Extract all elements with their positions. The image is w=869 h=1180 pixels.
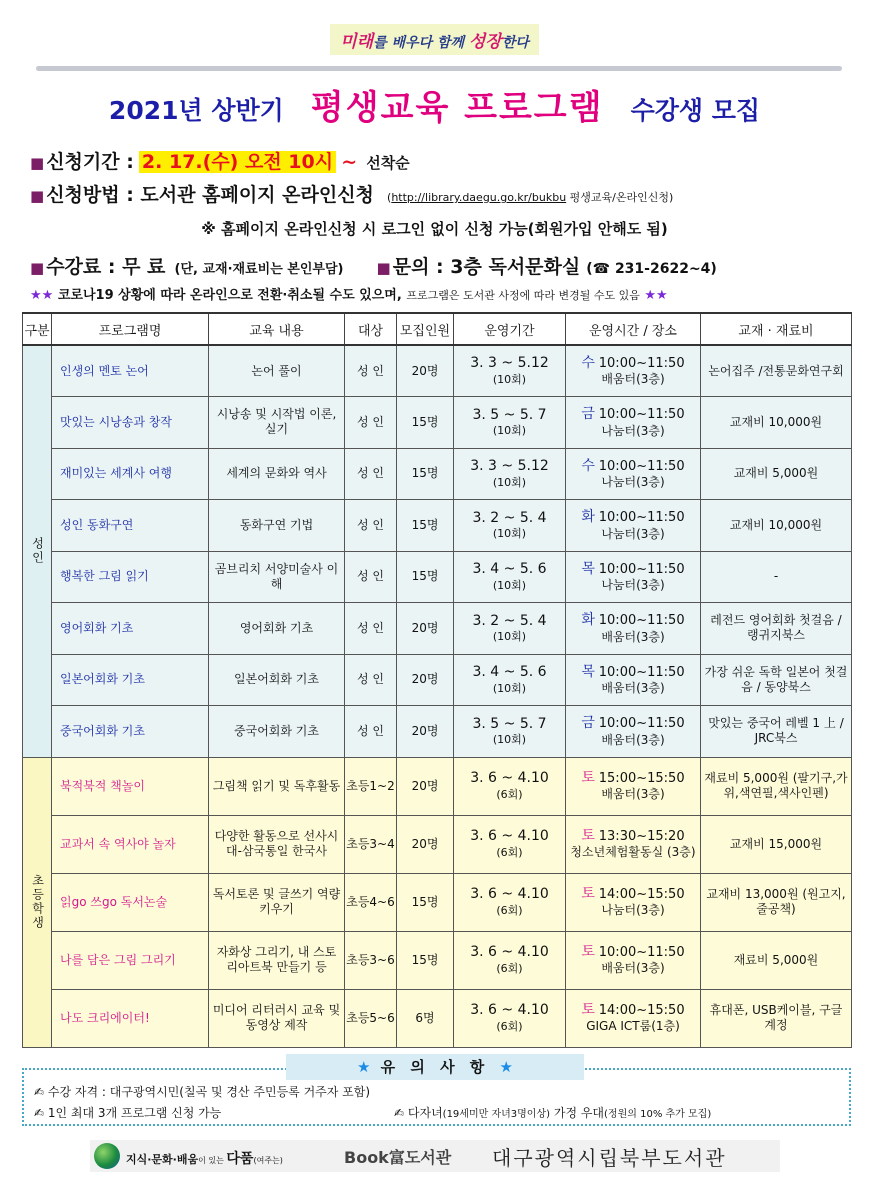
program-time-place [566,345,701,397]
program-time-place [566,448,701,500]
globe-logo-icon [94,1143,120,1169]
program-target: 성 인 [345,500,397,552]
table-row [23,757,852,815]
bullet-square-icon: ■ [30,187,45,205]
period-dates: 3. 6 ~ 4.10 [470,1002,549,1019]
program-time-place [566,757,701,815]
covid-small: 프로그램은 도서관 사정에 따라 변경될 수도 있음 [406,289,640,302]
period-dates: 3. 6 ~ 4.10 [470,944,549,961]
period-dates: 3. 6 ~ 4.10 [470,770,549,787]
slogan-banner [0,24,869,55]
program-material: 교재비 13,000원 (원고지, 줄공책) [701,873,852,931]
program-time-place [566,931,701,989]
program-day: 수 [581,354,595,371]
program-recruit: 15명 [397,873,454,931]
program-recruit: 20명 [397,815,454,873]
program-day: 토 [581,827,595,844]
program-name: 북적북적 책놀이 [52,757,209,815]
program-period [454,757,566,815]
program-content: 동화구연 기법 [209,500,345,552]
program-place: 배움터(3층) [601,629,665,644]
period-dates: 3. 6 ~ 4.10 [470,828,549,845]
program-name: 인생의 멘토 논어 [52,345,209,397]
footer-library-name: 대구광역시립북부도서관 [492,1146,727,1170]
col-header: 모집인원 [397,313,454,345]
program-recruit: 15명 [397,448,454,500]
program-time-place [566,873,701,931]
program-content: 시낭송 및 시작법 이론, 실기 [209,397,345,449]
period-sessions: (6회) [496,961,523,975]
notice-item [394,1104,711,1121]
program-time: 10:00~11:50 [598,458,685,474]
program-content: 영어회화 기초 [209,603,345,655]
program-place: 청소년체험활동실 (3층) [570,845,696,860]
table-row [23,397,852,449]
program-name: 영어회화 기초 [52,603,209,655]
program-day: 토 [581,943,595,960]
program-place: 배움터(3층) [601,732,665,747]
program-period [454,931,566,989]
col-header: 교재 · 재료비 [701,313,852,345]
period-note: 선착순 [366,154,410,172]
program-recruit: 20명 [397,757,454,815]
notice-text: 1인 최대 3개 프로그램 신청 가능 [47,1106,222,1120]
program-place: GIGA ICT룸(1층) [586,1019,680,1034]
program-target: 초등3~4 [345,815,397,873]
period-dates: 3. 4 ~ 5. 6 [472,561,547,578]
bullet-square-icon: ■ [30,259,45,277]
program-recruit: 20명 [397,654,454,706]
period-sessions: (10회) [492,578,527,592]
program-day: 토 [581,769,595,786]
program-content: 그림책 읽기 및 독후활동 [209,757,345,815]
period-sessions: (10회) [492,475,527,489]
inquiry [377,258,717,277]
program-content: 논어 풀이 [209,345,345,397]
program-target: 성 인 [345,706,397,758]
info-fee [30,252,717,279]
fee-note: (단, 교재·재료비는 본인부담) [174,262,344,277]
program-target: 성 인 [345,551,397,603]
period-dates: 3. 6 ~ 4.10 [470,886,549,903]
program-period [454,551,566,603]
program-time: 15:00~15:50 [598,770,685,786]
program-time: 10:00~11:50 [598,613,685,628]
program-material: 재료비 5,000원 [701,931,852,989]
program-place: 배움터(3층) [601,681,665,695]
footer-slogan [126,1148,283,1168]
program-name: 성인 동화구연 [52,500,209,552]
title-main: 평생교육 프로그램 [310,88,604,128]
period-dates: 3. 3 ~ 5.12 [470,458,549,475]
program-name: 재미있는 세계사 여행 [52,448,209,500]
method-url-link[interactable]: http://library.daegu.go.kr/bukbu [391,191,567,204]
program-target: 성 인 [345,448,397,500]
star-icon: ★ [356,1058,371,1076]
period-sessions: (10회) [492,424,527,438]
title-year: 2021년 상반기 [108,96,284,125]
program-content: 중국어회화 기초 [209,706,345,758]
period-date: 2. 17.(수) 오전 10시 [139,151,336,173]
period-sessions: (10회) [492,372,527,386]
col-header: 운영시간 / 장소 [566,313,701,345]
info-method [30,180,673,207]
program-place: 나눔터(3층) [601,903,665,918]
star-icon: ★★ [30,288,54,303]
slogan-part: 성장 [468,32,502,52]
notice-text: (정원의 10% 추가 모집) [604,1109,712,1120]
header-divider [36,66,842,71]
program-time: 10:00~11:50 [598,510,685,525]
period-sessions: (6회) [496,845,523,859]
period-label: 신청기간 : [46,151,134,173]
slogan-part: 미래 [340,32,374,52]
program-content: 독서토론 및 글쓰기 역량 키우기 [209,873,345,931]
fee-label: 수강료 : 무 료 [46,256,166,278]
table-row [23,500,852,552]
program-recruit: 15명 [397,931,454,989]
program-day: 화 [581,612,595,628]
col-header: 프로그램명 [52,313,209,345]
program-place: 배움터(3층) [601,372,665,387]
period-sessions: (6회) [496,903,523,917]
program-period [454,815,566,873]
pencil-hand-icon: ✍ [34,1106,45,1120]
pencil-hand-icon: ✍ [34,1085,45,1099]
footer-slogan-part: 다품 [226,1151,254,1167]
notice-text: (19세미만 자녀3명이상) [442,1109,551,1120]
col-header: 운영기간 [454,313,566,345]
program-target: 성 인 [345,603,397,655]
program-place: 나눔터(3층) [601,475,665,489]
program-place: 배움터(3층) [601,787,665,802]
program-material: 교재비 15,000원 [701,815,852,873]
program-time-place [566,989,701,1047]
program-time: 10:00~11:50 [598,561,685,577]
program-target: 초등4~6 [345,873,397,931]
footer-slogan-part: 이 있는 [198,1156,227,1165]
program-material: 교재비 10,000원 [701,500,852,552]
period-sessions: (10회) [492,527,527,541]
program-day: 토 [581,1001,595,1018]
program-target: 초등3~6 [345,931,397,989]
program-period [454,654,566,706]
program-period [454,500,566,552]
program-day: 목 [581,663,595,680]
table-row [23,931,852,989]
col-header: 대상 [345,313,397,345]
table-row [23,873,852,931]
program-day: 목 [581,560,595,577]
table-row [23,345,852,397]
program-material: 맛있는 중국어 레벨 1 上 / JRC북스 [701,706,852,758]
program-time: 14:00~15:50 [598,1002,685,1018]
program-time-place [566,654,701,706]
program-time-place [566,706,701,758]
program-time-place [566,551,701,603]
period-dates: 3. 2 ~ 5. 4 [472,509,547,526]
notice-item [34,1083,370,1100]
table-row [23,815,852,873]
table-row [23,448,852,500]
group-label: 성인 [23,345,52,757]
program-period [454,448,566,500]
program-content: 자화상 그리기, 내 스토리아트북 만들기 등 [209,931,345,989]
page-title [0,80,869,129]
program-material: 교재비 10,000원 [701,397,852,449]
program-time: 10:00~11:50 [598,407,685,422]
slogan-part: 한다 [501,35,529,51]
program-name: 맛있는 시낭송과 창작 [52,397,209,449]
program-target: 성 인 [345,397,397,449]
notice-text: 수강 자격 : 대구광역시민(칠곡 및 경산 주민등록 거주자 포함) [47,1085,371,1099]
slogan-part: 를 배우다 함께 [373,35,469,51]
inquiry-label: 문의 : 3층 독서문화실 [392,256,581,278]
program-day: 금 [581,406,595,422]
program-name: 읽go 쓰go 독서논술 [52,873,209,931]
table-row [23,654,852,706]
period-tilde: ~ [341,151,358,173]
bullet-square-icon: ■ [30,154,45,172]
program-day: 수 [581,457,595,474]
star-icon: ★ [499,1058,513,1076]
covid-bold: 코로나19 상황에 따라 온라인으로 전환·취소될 수도 있으며, [57,288,402,303]
slogan [330,24,539,55]
footer-slogan-part: 지식·문화·배움 [126,1153,199,1166]
notice-item [34,1104,221,1121]
period-dates: 3. 4 ~ 5. 6 [472,664,547,681]
program-period [454,873,566,931]
program-time: 10:00~11:50 [598,944,685,960]
table-row [23,706,852,758]
footer [90,1140,780,1172]
program-material: 논어집주 /전통문화연구회 [701,345,852,397]
period-sessions: (10회) [492,681,527,695]
program-content: 세계의 문화와 역사 [209,448,345,500]
method-url-suffix: 평생교육/온라인신청) [569,191,674,204]
program-recruit: 20명 [397,345,454,397]
pencil-hand-icon: ✍ [394,1106,405,1120]
table-header-row [23,313,852,345]
program-time: 10:00~11:50 [598,664,685,680]
method-url-wrap: (http://library.daegu.go.kr/bukbu 평생교육/온라인신청) [387,191,674,204]
period-sessions: (10회) [492,733,527,747]
signup-note: ※ 홈페이지 온라인신청 시 로그인 없이 신청 가능(회원가입 안해도 됨) [201,220,668,238]
program-name: 중국어회화 기초 [52,706,209,758]
program-place: 나눔터(3층) [601,578,665,592]
program-name: 행복한 그림 읽기 [52,551,209,603]
program-material: 교재비 5,000원 [701,448,852,500]
program-recruit: 15명 [397,397,454,449]
program-period [454,345,566,397]
group-label: 초등학생 [23,757,52,1047]
program-content: 미디어 리터러시 교육 및 동영상 제작 [209,989,345,1047]
program-recruit: 15명 [397,551,454,603]
period-sessions: (6회) [496,787,523,801]
program-recruit: 15명 [397,500,454,552]
info-period [30,147,410,174]
program-table [22,312,852,1048]
program-target: 성 인 [345,345,397,397]
program-material: 휴대폰, USB케이블, 구글 계정 [701,989,852,1047]
program-period [454,989,566,1047]
program-material: 가장 쉬운 독학 일본어 첫걸음 / 동양북스 [701,654,852,706]
period-dates: 3. 2 ~ 5. 4 [472,612,547,629]
program-content: 다양한 활동으로 선사시대-삼국통일 한국사 [209,815,345,873]
program-period [454,397,566,449]
program-material: 레전드 영어회화 첫걸음 / 랭귀지북스 [701,603,852,655]
period-dates: 3. 5 ~ 5. 7 [472,715,547,732]
program-material: 재료비 5,000원 (팔기구,가위,색연필,색사인펜) [701,757,852,815]
program-time-place [566,815,701,873]
program-name: 일본어회화 기초 [52,654,209,706]
period-dates: 3. 3 ~ 5.12 [470,355,549,372]
method-label: 신청방법 : 도서관 홈페이지 온라인신청 [46,184,374,206]
program-time-place [566,500,701,552]
program-time: 13:30~15:20 [598,828,685,844]
program-content: 일본어회화 기초 [209,654,345,706]
notice-title-text: 유 의 사 항 [380,1058,490,1076]
program-time: 10:00~11:50 [598,355,685,371]
table-row [23,603,852,655]
bullet-square-icon: ■ [376,259,391,277]
footer-brand: Book富도서관 [344,1148,452,1167]
table-row [23,551,852,603]
program-place: 나눔터(3층) [601,423,665,438]
title-sub: 수강생 모집 [630,96,761,125]
program-name: 나를 담은 그림 그리기 [52,931,209,989]
program-time-place [566,603,701,655]
period-sessions: (6회) [496,1019,523,1033]
period-dates: 3. 5 ~ 5. 7 [472,406,547,423]
footer-slogan-part: (여주는) [253,1156,283,1165]
program-period [454,706,566,758]
period-sessions: (10회) [492,630,527,644]
notice-text: 다자녀 [407,1106,443,1120]
program-period [454,603,566,655]
covid-notice [30,284,668,303]
program-recruit: 6명 [397,989,454,1047]
program-target: 초등1~2 [345,757,397,815]
program-day: 화 [581,509,595,525]
program-content: 곰브리치 서양미술사 이해 [209,551,345,603]
notice-text: 가정 우대 [550,1106,605,1120]
program-time: 10:00~11:50 [598,716,685,731]
program-place: 배움터(3층) [601,961,665,976]
program-place: 나눔터(3층) [601,526,665,541]
program-name: 나도 크리에이터! [52,989,209,1047]
program-name: 교과서 속 역사야 놀자 [52,815,209,873]
program-recruit: 20명 [397,706,454,758]
table-row [23,989,852,1047]
program-material: - [701,551,852,603]
star-icon: ★★ [644,288,668,303]
inquiry-tel: (☎ 231-2622~4) [586,261,717,277]
program-day: 토 [581,885,595,902]
program-day: 금 [581,715,595,731]
program-time-place [566,397,701,449]
col-header: 교육 내용 [209,313,345,345]
program-recruit: 20명 [397,603,454,655]
program-target: 성 인 [345,654,397,706]
program-time: 14:00~15:50 [598,886,685,902]
col-header: 구분 [23,313,52,345]
notice-title [286,1054,584,1080]
program-target: 초등5~6 [345,989,397,1047]
